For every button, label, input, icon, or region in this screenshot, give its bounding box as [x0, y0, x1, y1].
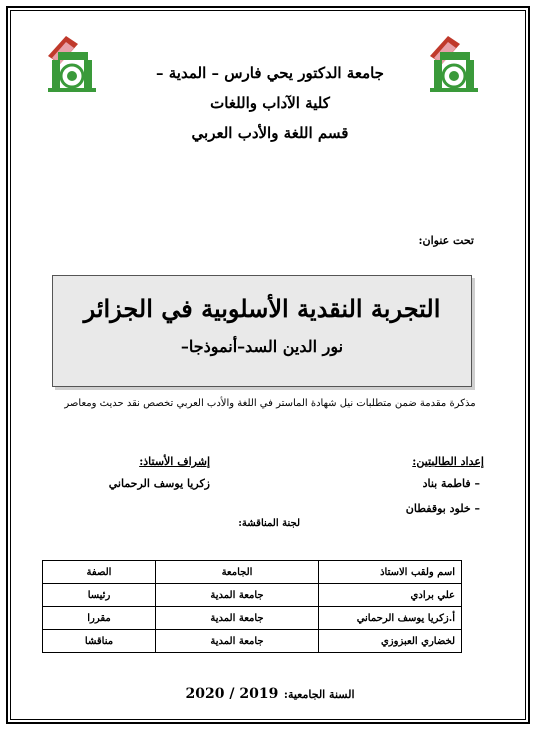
under-title-label: تحت عنوان: [418, 234, 474, 247]
thesis-subtitle: نور الدين السد–أنموذجا– [180, 337, 344, 356]
student-name-1: – فاطمة بناد [422, 477, 480, 490]
jury-header-university: الجامعة [156, 561, 319, 584]
university-logo-left [44, 30, 100, 96]
faculty-name: كلية الآداب واللغات [210, 94, 330, 112]
jury-header-name: اسم ولقب الاستاذ [319, 561, 462, 584]
table-row [43, 584, 462, 607]
jury-member-university: جامعة المدية [156, 607, 319, 630]
jury-member-university: جامعة المدية [156, 630, 319, 653]
supervision-label: إشراف الأستاذ: [139, 455, 210, 468]
jury-header-role: الصفة [43, 561, 156, 584]
university-logo-right [426, 30, 482, 96]
table-row [43, 630, 462, 653]
table-row [43, 607, 462, 630]
jury-member-name: أ.زكريا يوسف الرحماني [319, 607, 462, 630]
department-name: قسم اللغة والأدب العربي [191, 124, 349, 142]
title-box [52, 275, 472, 387]
jury-member-role: مقررا [43, 607, 156, 630]
thesis-title: التجربة النقدية الأسلوبية في الجزائر [83, 294, 441, 323]
jury-table [42, 560, 462, 653]
jury-table-header-row [43, 561, 462, 584]
jury-member-role: مناقشا [43, 630, 156, 653]
jury-member-name: لخضاري العبزوزي [319, 630, 462, 653]
university-name: جامعة الدكتور يحي فارس – المدية – [156, 64, 384, 82]
committee-label: لجنة المناقشة: [238, 518, 300, 529]
supervisor-name: زكريا يوسف الرحماني [108, 477, 210, 490]
memo-description: مذكرة مقدمة ضمن متطلبات نيل شهادة الماستر في اللغة والأدب العربي تخصص نقد حديث ومعاصر [64, 398, 476, 409]
student-name-2: – خلود بوقفطان [405, 502, 480, 515]
jury-member-role: رئيسا [43, 584, 156, 607]
jury-member-name: علي برادي [319, 584, 462, 607]
jury-member-university: جامعة المدية [156, 584, 319, 607]
academic-year-label: السنة الجامعية: [283, 688, 355, 701]
academic-year-value: 2019 / 2020 [185, 686, 279, 702]
academic-year [0, 683, 540, 702]
preparation-label: إعداد الطالبتين: [412, 455, 484, 468]
